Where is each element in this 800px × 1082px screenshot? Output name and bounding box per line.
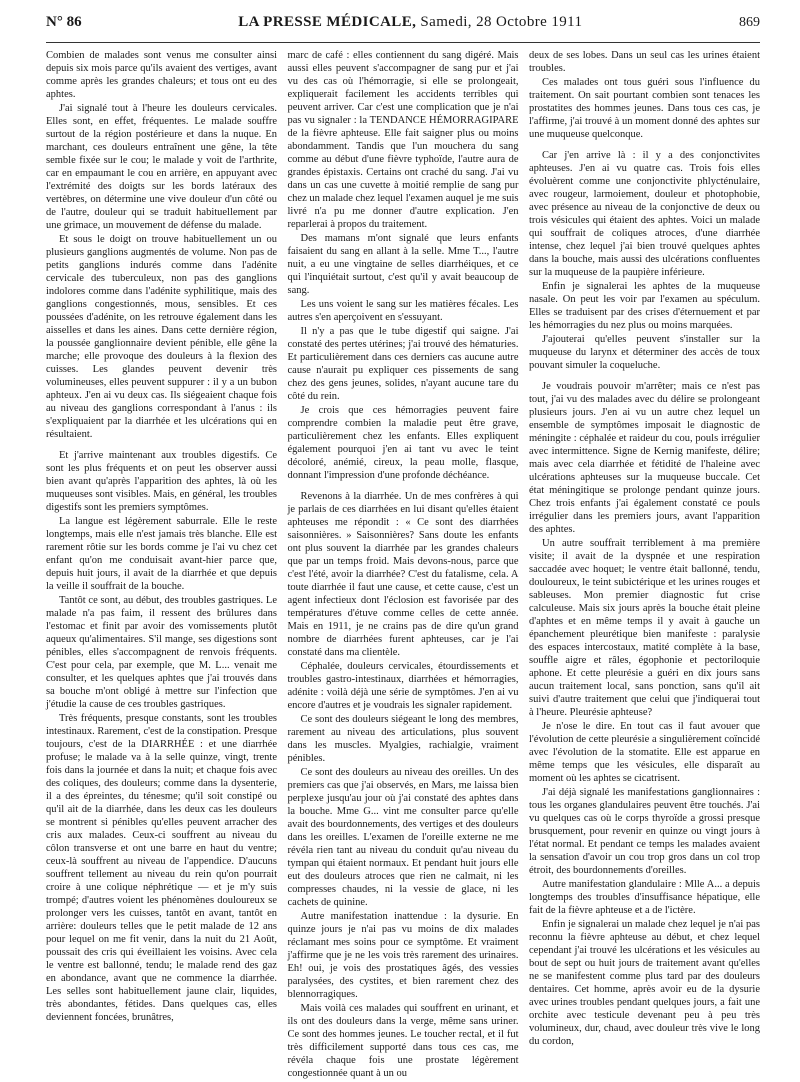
paragraph: Il n'y a pas que le tube digestif qui saigne. J'ai constaté des pertes utérines; j'ai trouvé des hématuries. Et particulièrement dans ces derniers cas aucune autre cause n'aurait pu expliquer ces pissements de sang chez des gens jeunes, solides, n'ayant aucune tare du côté du rein. bbox=[287, 326, 519, 402]
paragraph: Autre manifestation inattendue : la dysurie. En quinze jours je n'ai pas vu moins de dix malades réclamant mes soins pour ce symptôme. Et vraiment j'affirme que je ne les vois très rarement des urinaires. Eh! oui, je vois des prostatiques âgés, des vessies paralysées, des cystites, et bien rarement chez des blennorragiques. bbox=[287, 911, 519, 1000]
paragraph: J'ajouterai qu'elles peuvent s'installer sur la muqueuse du larynx et déterminer des accès de toux pouvant simuler la coqueluche. bbox=[529, 334, 760, 371]
paragraph: Des mamans m'ont signalé que leurs enfants faisaient du sang en allant à la selle. Mme T..., l'autre nuit, a eu une vingtaine de selles diarrhéiques, et ce qui l'inquiétait surtout, c'est qu'il y avait beaucoup de sang. bbox=[287, 233, 519, 296]
publication-name: LA PRESSE MÉDICALE, bbox=[238, 14, 417, 30]
page-header bbox=[46, 14, 760, 43]
issue-number: N° 86 bbox=[46, 14, 82, 30]
paragraph: Les uns voient le sang sur les matières fécales. Les autres s'en aperçoivent en s'essuyant. bbox=[287, 299, 519, 323]
running-title bbox=[238, 14, 582, 31]
paragraph: Un autre souffrait terriblement à ma première visite; il avait de la dyspnée et une respiration saccadée avec hoquet; le ventre était ballonné, tendu, douloureux, le teint subictérique et les urines rouges et sableuses. Mon premier diagnostic fut crise calculeuse. Mais six jours après la bouche était pleine d'aphtes et en même temps il y avait à gauche un épanchement pleurétique bien manifeste : paralysie des espaces intercostaux, matité complète à la base, souffle aigre et râles, égophonie et pectoriloquie aphone. Et cette pleurésie a guéri en dix jours sans aucun traitement local, sans ponction, sans qu'il ait suivi d'autre traitement que celui que j'indiquerai tout à l'heure. Pleurésie aphteuse? bbox=[529, 538, 760, 718]
text-column-3 bbox=[529, 49, 760, 1069]
paragraph: Tantôt ce sont, au début, des troubles gastriques. Le malade n'a pas faim, il ressent des brûlures dans l'estomac et finit par avoir des vomissements plutôt aqueux qu'alimentaires. S'il mange, ses digestions sont pénibles, elles s'accompagnent de renvois fréquents. C'est pour cela, par exemple, que M. L... venait me consulter, et les quelques aphtes que j'ai trouvés dans sa bouche m'ont obligé à mettre sur l'infection que j'étudie la cause de ces troubles gastriques. bbox=[46, 595, 277, 710]
paragraph: Revenons à la diarrhée. Un de mes confrères à qui je parlais de ces diarrhées en lui disant qu'elles étaient aphteuses me répondit : « Ce sont des diarrhées saisonnières. » Saisonnières? Sans doute les enfants ont plus souvent la diarrhée par les grandes chaleurs que par un temps froid. Mais devons-nous, parce que c'est l'été, avoir la diarrhée? C'est du fatalisme, cela. A toute diarrhée il faut une cause, et cette cause, c'est un agent infectieux dont l'éclosion est favorisée par des températures d'étuve comme celles de cette année. Mais en 1911, je ne crains pas de dire qu'un grand nombre de diarrhées furent aphteuses, car je l'ai constaté dans ma clientèle. bbox=[287, 491, 519, 658]
section-gap bbox=[529, 142, 760, 149]
paragraph: Et j'arrive maintenant aux troubles digestifs. Ce sont les plus fréquents et on peut les observer aussi bien avant qu'après l'apparition des aphtes, là où les muqueuses sont visibles. Mais, en général, les troubles digestifs sont les premiers symptômes. bbox=[46, 450, 277, 513]
paragraph: Car j'en arrive là : il y a des conjonctivites aphteuses. J'en ai vu quatre cas. Trois fois elles évoluèrent comme une conjonctivite phlycténulaire, avec rougeur, larmoiement, douleur et photophobie, avec présence au niveau de la conjonctive de deux ou trois vésicules qui étaient des aphtes. Voici un malade qui souffrait de coliques atroces, d'une diarrhée intense, chez lequel j'ai bien trouvé quelques aphtes dans la bouche, mais aussi des ulcérations confluentes sur la muqueuse de la paupière inférieure. bbox=[529, 150, 760, 278]
paragraph: Je crois que ces hémorragies peuvent faire comprendre combien la maladie peut être grave, particulièrement chez les enfants. Elles expliquent également pourquoi j'en ai tant vu avec le teint décoloré, anémié, cireux, la peau molle, flasque, donnant l'impression d'une profonde déchéance. bbox=[287, 405, 519, 481]
paragraph: J'ai signalé tout à l'heure les douleurs cervicales. Elles sont, en effet, fréquentes. Le malade souffre surtout de la région postérieure et dans la nuque. En marchant, ces douleurs entraînent une gêne, la tête semble fixée sur le cou; le malade y voit de l'arthrite, car en empaumant le cou en arrière, en appuyant avec l'extrémité des doigts sur les bords latéraux des vertèbres, on détermine une vive douleur d'un côté ou de l'autre, douleur qui se traduit habituellement par une grimace, un mouvement de défense du malade. bbox=[46, 103, 277, 231]
paragraph: Très fréquents, presque constants, sont les troubles intestinaux. Rarement, c'est de la constipation. Presque toujours, c'est de la DIARRHÉE : et une diarrhée profuse; le malade va à la selle quinze, vingt, trente fois dans la journée et dans la nuit; et chaque fois avec des coliques, des douleurs; comme dans la dysenterie, il a des épreintes, du ténesme; qu'il soit constipé ou qu'il ait de la diarrhée, dans les deux cas les douleurs se montrent si pénibles qu'elles peuvent arracher des cris aux malades. Ceux-ci souffrent au niveau du côlon transverse et ont une barre en haut du ventre; ceux-là souffrent au niveau de l'appendice. D'aucuns souffrent tellement au niveau du rein qu'on pourrait croire à une colique néphrétique — et je m'y suis trompé; d'autres voient les phénomènes douloureux se prolonger vers les cuisses, tantôt en avant, tantôt en arrière: douleurs telles que le petit malade de 12 ans pour lequel on me fit venir, dans la nuit du 21 Août, poussait des cris qui éveillaient les voisins. Avec cela le ventre est ballonné, tendu; le malade rend des gaz en abondance, avant que ne commence la diarrhée. Les selles sont habituellement jaune clair, liquides, très abondantes, fétides. Dans quelques cas, elles deviennent foncées, brunâtres, bbox=[46, 713, 277, 1023]
page-number: 869 bbox=[738, 15, 760, 30]
article-columns bbox=[46, 49, 760, 1079]
paragraph: Et sous le doigt on trouve habituellement un ou plusieurs ganglions augmentés de volume. Non pas de petits ganglions indurés comme dans l'adénite cervicale des tuberculeux, non pas des ganglions indolores comme dans l'adénite syphilitique, mais des ganglions congestionnés, mous, sensibles. Et ces poussées d'adénite, on les retrouve également dans les aisselles et dans les aines. Dans cette dernière région, la poussée ganglionnaire devient pénible, elle gêne la marche; elle provoque des douleurs à la flexion des cuisses. Les glandes peuvent devenir très volumineuses, elles peuvent suppurer : il y a un bubon aphteux. J'en ai vu deux cas. Ils siégeaient chaque fois au niveau des ganglions correspondant à l'anus : ils s'expliquaient par la diarrhée et les ulcérations qui en résultaient. bbox=[46, 234, 277, 440]
section-gap bbox=[529, 373, 760, 380]
paragraph: Enfin je signalerai les aphtes de la muqueuse nasale. On peut les voir par l'examen au spéculum. Elles se traduisent par des crises d'éternuement et par les hémorragies du nez plus ou moins marquées. bbox=[529, 281, 760, 331]
paragraph: Enfin je signalerai un malade chez lequel je n'ai pas reconnu la fièvre aphteuse au début, et chez lequel cependant j'ai trouvé les ulcérations et les vésicules au bout de sept ou huit jours de traitement avant qu'elles ne se manifestent comme plus tard par des douleurs dentaires. Cet homme, après avoir eu de la dysurie avec urines troubles pendant quelques jours, a fait une orchite avec testicule devenant peu à peu très volumineux, dur, chaud, avec douleur très vive le long du cordon, bbox=[529, 919, 760, 1047]
text-column-2 bbox=[287, 49, 519, 1079]
paragraph: Je voudrais pouvoir m'arrêter; mais ce n'est pas tout, j'ai vu des malades avec du délire se prolongeant plusieurs jours. J'en ai vu un autre chez lequel un ensemble de symptômes imposait le diagnostic de méningite : céphalée et raideur du cou, pouls irrégulier avec intermittence. Signe de Kernig manifeste, délire; mais avec cela diarrhée et fétidité de l'haleine avec ulcérations aphteuses sur la muqueuse buccale. Cet état méningitique se prolonge pendant quinze jours. Chez trois enfants j'ai également constaté ce pouls irrégulier dans les premiers jours, avant l'apparition des aphtes. bbox=[529, 381, 760, 535]
paragraph: Céphalée, douleurs cervicales, étourdissements et troubles gastro-intestinaux, diarrhées et hémorragies, adénite : voilà déjà une série de symptômes. J'en ai vu encore d'autres et je voudrais les signaler rapidement. bbox=[287, 661, 519, 711]
paragraph: Je n'ose le dire. En tout cas il faut avouer que l'évolution de cette pleurésie a singulièrement coïncidé avec l'évolution de la stomatite. Elle est apparue en même temps que les vésicules, elle disparaît au moment où les aphtes se cicatrisent. bbox=[529, 721, 760, 784]
paragraph: Ces malades ont tous guéri sous l'influence du traitement. On sait pourtant combien sont tenaces les prostatites des hommes jeunes. Dans tous ces cas, je l'affirme, j'ai trouvé à un moment donné des aphtes sur une muqueuse quelconque. bbox=[529, 77, 760, 140]
paragraph: Autre manifestation glandulaire : Mlle A... a depuis longtemps des troubles d'insuffisance hépatique, elle fait de la fièvre aphteuse et a de l'ictère. bbox=[529, 879, 760, 916]
paragraph: J'ai déjà signalé les manifestations ganglionnaires : tous les organes glandulaires peuvent être touchés. J'ai vu quelques cas où le corps thyroïde a grossi presque brusquement, pour revenir en quinze ou vingt jours à l'état normal. Et pendant ce temps les malades avaient la sensation d'avoir un cou trop gros dans un col trop étroit, des bourdonnements d'oreilles. bbox=[529, 787, 760, 876]
paragraph: Ce sont des douleurs siégeant le long des membres, rarement au niveau des articulations, plus souvent dans les muscles. Myalgies, rachialgie, vraiment pénibles. bbox=[287, 714, 519, 764]
section-gap bbox=[288, 483, 519, 490]
issue-date: Samedi, 28 Octobre 1911 bbox=[416, 14, 583, 30]
paragraph: Mais voilà ces malades qui souffrent en urinant, et ils ont des douleurs dans la verge, même sans uriner. Ce sont des hommes jeunes. Le toucher rectal, et il fut très difficilement supporté dans tous ces cas, me révéla chaque fois une prostate légèrement congestionnée quant à un ou bbox=[287, 1003, 519, 1079]
paragraph: Ce sont des douleurs au niveau des oreilles. Un des premiers cas que j'ai observés, en Mars, me laissa bien perplexe jusqu'au jour où j'ai constaté des aphtes dans la bouche. Mme G... vint me consulter parce qu'elle avait des bourdonnements, des vertiges et des douleurs dans les oreilles. L'examen de l'oreille externe ne me révéla rien tant au niveau du conduit qu'au niveau du tympan qui étaient normaux. Et pendant huit jours elle eut des douleurs atroces que rien ne calmait, ni les compresses chaudes, ni la vessie de glace, ni les cachets de quinine. bbox=[287, 767, 519, 908]
section-gap bbox=[46, 442, 277, 449]
paragraph: La langue est légèrement saburrale. Elle le reste longtemps, mais elle n'est jamais très blanche. Elle est rarement rôtie sur les bords comme je l'ai vu chez cet enfant qu'on me conduisait avant-hier parce que, depuis huit jours, il avait de la diarrhée et que depuis la veille il souffrait de la bouche. bbox=[46, 516, 277, 592]
paragraph: Combien de malades sont venus me consulter ainsi depuis six mois parce qu'ils avaient des vertiges, avant comme après les grandes chaleurs; et tous ont eu des aphtes. bbox=[46, 50, 277, 100]
paragraph: marc de café : elles contiennent du sang digéré. Mais aussi elles peuvent s'accompagner de sang pur et j'ai vu des cas où l'hémorragie, si elle se prolongeait, expliquerait facilement les accidents terribles qui peuvent arriver. Car c'est une complication que je n'ai pas vu signaler : la TENDANCE HÉMORRAGIPARE de la fièvre aphteuse. Elle fait saigner plus ou moins abondamment. Tandis que l'un mouchera du sang comme au début d'une fièvre typhoïde, l'autre aura de grandes épistaxis. Certains ont craché du sang. J'ai vu dans un cas une cuvette à moitié remplie de sang pur chez un malade chez lequel l'examen auquel je me suis livré n'a pu me donner d'autre explication. J'en reparlerai à propos du traitement. bbox=[287, 50, 519, 230]
text-column-1 bbox=[46, 49, 277, 1069]
paragraph: deux de ses lobes. Dans un seul cas les urines étaient troubles. bbox=[529, 50, 760, 74]
